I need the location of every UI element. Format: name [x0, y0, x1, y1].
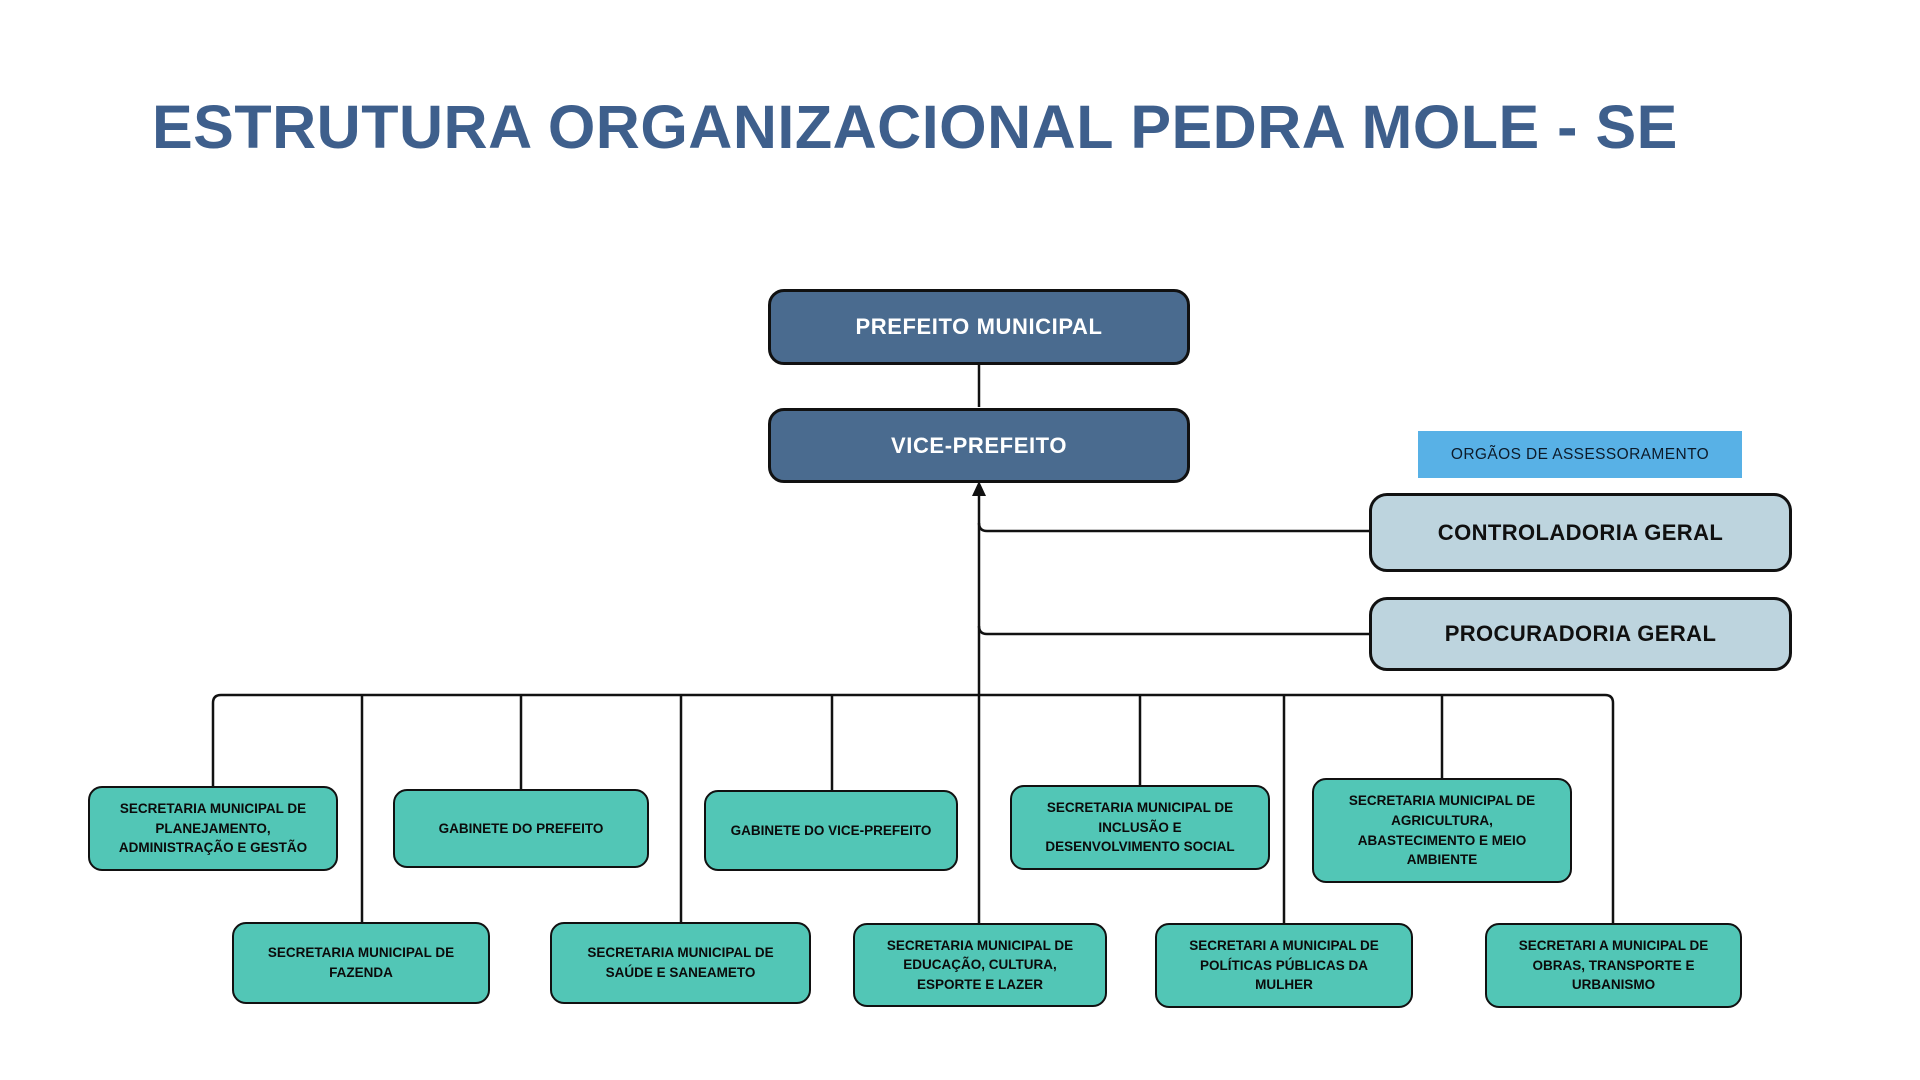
connector-branch-procuradoria — [979, 626, 1369, 634]
connector-branch-controladoria — [979, 523, 1369, 531]
node-label-line: SECRETARIA MUNICIPAL DE — [267, 945, 455, 961]
node-label-line: ADMINISTRAÇÃO E GESTÃO — [118, 840, 308, 856]
node-label-line: POLÍTICAS PÚBLICAS DA — [1199, 957, 1368, 973]
node-label-line: PLANEJAMENTO, — [155, 820, 271, 836]
node-label-line: INCLUSÃO E — [1098, 819, 1182, 835]
node-label: VICE-PREFEITO — [890, 432, 1068, 458]
arrowhead-up-icon — [972, 481, 986, 496]
node-vice-prefeito — [768, 408, 1190, 483]
node-label-line: SAÚDE E SANEAMETO — [605, 965, 756, 980]
node-secretaria-planejamento — [88, 786, 338, 871]
node-prefeito-municipal — [768, 289, 1190, 365]
node-label-line: FAZENDA — [329, 965, 393, 980]
node-gabinete-prefeito — [393, 789, 649, 868]
node-secretaria-agricultura — [1312, 778, 1572, 883]
node-label-line: SECRETARIA MUNICIPAL DE — [587, 945, 774, 961]
node-label-line: ESPORTE E LAZER — [916, 976, 1043, 992]
node-label-line: EDUCAÇÃO, CULTURA, — [903, 957, 1057, 973]
node-secretaria-saude — [550, 922, 811, 1004]
node-gabinete-vice-prefeito — [704, 790, 958, 871]
node-controladoria-geral — [1369, 493, 1792, 572]
node-label: CONTROLADORIA GERAL — [1437, 519, 1724, 545]
node-label-line: SECRETARIA MUNICIPAL DE — [1348, 793, 1536, 809]
advisory-header-tag — [1418, 431, 1742, 478]
node-label-line: DESENVOLVIMENTO SOCIAL — [1045, 839, 1235, 855]
node-label-line: SECRETARI A MUNICIPAL DE — [1518, 938, 1709, 954]
node-secretaria-educacao — [853, 923, 1107, 1007]
node-label-line: SECRETARIA MUNICIPAL DE — [886, 937, 1074, 953]
advisory-header-label: ORGÃOS DE ASSESSORAMENTO — [1450, 445, 1710, 463]
page-title: ESTRUTURA ORGANIZACIONAL PEDRA MOLE - SE — [152, 93, 1678, 161]
node-secretaria-fazenda — [232, 922, 490, 1004]
node-secretaria-inclusao — [1010, 785, 1270, 870]
node-label-line: SECRETARI A MUNICIPAL DE — [1189, 938, 1379, 954]
node-label-line: GABINETE DO PREFEITO — [438, 820, 604, 836]
node-secretaria-obras — [1485, 923, 1742, 1008]
node-secretaria-politicas-mulher — [1155, 923, 1413, 1008]
node-label-line: URBANISMO — [1571, 977, 1656, 993]
node-label: PREFEITO MUNICIPAL — [855, 314, 1103, 339]
node-label: PROCURADORIA GERAL — [1444, 621, 1717, 646]
node-procuradoria-geral — [1369, 597, 1792, 671]
node-label-line: SECRETARIA MUNICIPAL DE — [119, 801, 307, 817]
node-label-line: AGRICULTURA, — [1391, 812, 1493, 828]
node-label-line: GABINETE DO VICE-PREFEITO — [730, 822, 932, 838]
node-label-line: MULHER — [1255, 977, 1313, 993]
node-label-line: ABASTECIMENTO E MEIO — [1357, 832, 1527, 848]
node-label-line: SECRETARIA MUNICIPAL DE — [1046, 800, 1234, 816]
node-label-line: AMBIENTE — [1406, 852, 1478, 868]
node-label-line: OBRAS, TRANSPORTE E — [1532, 957, 1695, 973]
